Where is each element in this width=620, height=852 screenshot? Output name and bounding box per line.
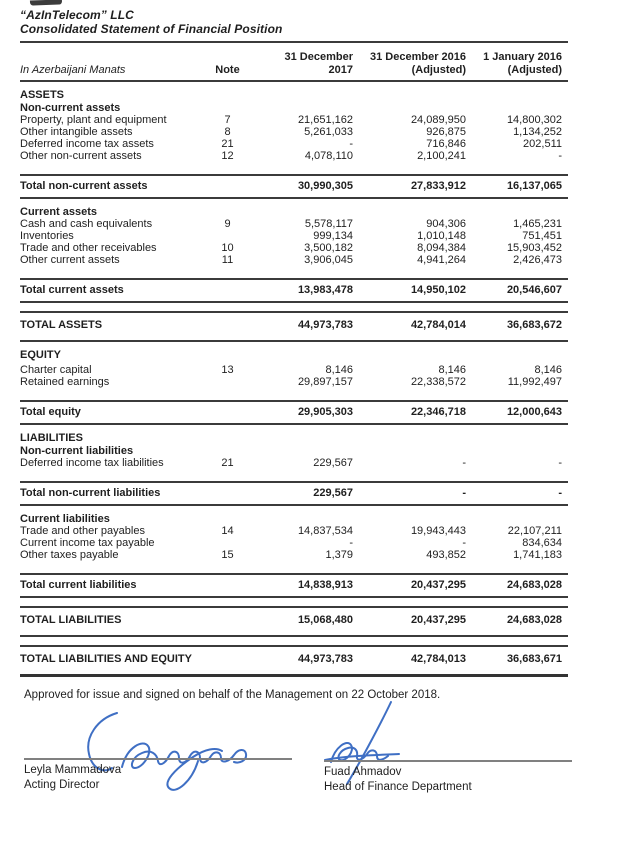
table-row — [20, 114, 568, 126]
row-value-2016: 493,852 — [426, 549, 466, 561]
table-row — [20, 361, 568, 376]
row-value-2017: 44,973,783 — [297, 653, 353, 665]
row-value-jan2016: 15,903,452 — [506, 242, 562, 254]
row-value-2016: - — [462, 457, 466, 469]
row-note — [205, 614, 250, 626]
table-row — [20, 376, 568, 388]
row-label: Total equity — [20, 406, 81, 418]
table-row — [20, 199, 568, 218]
row-label: Current assets — [20, 206, 98, 218]
row-value-2017: - — [349, 138, 353, 150]
signatory-name: Leyla Mammadova — [24, 764, 122, 776]
row-note — [205, 487, 250, 499]
row-value-2017 — [250, 349, 353, 361]
row-note: 13 — [221, 364, 234, 376]
row-value-jan2016: 24,683,028 — [506, 579, 562, 591]
signatory-title: Head of Finance Department — [324, 781, 472, 793]
row-label: TOTAL ASSETS — [20, 319, 103, 331]
table-row — [20, 573, 568, 598]
row-label: Charter capital — [20, 364, 92, 376]
row-label: TOTAL LIABILITIES AND EQUITY — [20, 653, 192, 665]
column-header-2016 — [353, 51, 466, 77]
approval-statement: Approved for issue and signed on behalf of the Management on 22 October 2018. — [24, 689, 441, 701]
signatory-name: Fuad Ahmadov — [324, 766, 402, 778]
table-row — [20, 311, 568, 342]
row-value-jan2016: 14,800,302 — [506, 114, 562, 126]
row-value-2016: 24,089,950 — [410, 114, 466, 126]
column-header-2017-line1: 31 December — [284, 51, 353, 63]
row-value-jan2016 — [466, 432, 568, 444]
table-row — [20, 400, 568, 425]
company-name: “AzInTelecom” LLC — [20, 8, 134, 22]
row-value-2016 — [353, 513, 466, 525]
row-note: 12 — [221, 150, 234, 162]
table-row — [20, 150, 568, 162]
row-value-jan2016: 1,741,183 — [513, 549, 562, 561]
row-value-2017: - — [349, 537, 353, 549]
table-rows — [20, 82, 568, 677]
row-value-jan2016 — [466, 206, 568, 218]
row-value-jan2016: 8,146 — [534, 364, 562, 376]
row-value-2016: 904,306 — [426, 218, 466, 230]
row-note — [205, 432, 250, 444]
row-note — [205, 89, 250, 101]
row-value-jan2016: 202,511 — [523, 138, 562, 150]
row-value-2017 — [250, 89, 353, 101]
row-value-2016 — [353, 102, 466, 114]
row-value-2016: 27,833,912 — [410, 180, 466, 192]
row-value-jan2016: 36,683,672 — [506, 319, 562, 331]
row-value-2017: 1,379 — [325, 549, 353, 561]
table-row — [20, 126, 568, 138]
row-value-2017: 4,078,110 — [304, 150, 353, 162]
signatory-right — [324, 760, 572, 795]
row-value-2016: 1,010,148 — [417, 230, 466, 242]
row-value-2017: 999,134 — [313, 230, 353, 242]
row-note — [205, 349, 250, 361]
column-header-jan2016-line1: 1 January 2016 — [483, 51, 562, 63]
table-row — [20, 218, 568, 230]
row-label: Non-current assets — [20, 102, 121, 114]
row-label: Deferred income tax liabilities — [20, 457, 164, 469]
row-value-2017: 3,906,045 — [304, 254, 353, 266]
row-value-2016: 8,094,384 — [417, 242, 466, 254]
row-value-jan2016 — [466, 102, 568, 114]
table-row — [20, 506, 568, 525]
row-label: Total current liabilities — [20, 579, 137, 591]
row-value-2016 — [353, 432, 466, 444]
row-value-jan2016: 1,134,252 — [513, 126, 562, 138]
row-value-2016: 926,875 — [426, 126, 466, 138]
row-note — [205, 376, 250, 388]
document-header — [20, 8, 568, 36]
row-value-2017: 229,567 — [313, 487, 353, 499]
row-label: Total non-current liabilities — [20, 487, 161, 499]
row-label: Non-current liabilities — [20, 445, 134, 457]
column-header-jan2016 — [466, 51, 568, 77]
row-label: Total non-current assets — [20, 180, 148, 192]
row-label: Other taxes payable — [20, 549, 119, 561]
row-label: EQUITY — [20, 349, 61, 361]
row-value-jan2016: 2,426,473 — [513, 254, 562, 266]
document-title: Consolidated Statement of Financial Position — [20, 22, 283, 36]
row-value-2016: 22,338,572 — [410, 376, 466, 388]
row-label: Other intangible assets — [20, 126, 133, 138]
row-value-2017: 14,838,913 — [297, 579, 353, 591]
row-label: Cash and cash equivalents — [20, 218, 153, 230]
row-note — [205, 230, 250, 242]
row-note — [205, 653, 250, 665]
row-note — [205, 206, 250, 218]
table-row — [20, 525, 568, 537]
table-row — [20, 342, 568, 361]
column-header-2017-line2: 2017 — [328, 64, 353, 76]
table-row — [20, 242, 568, 254]
row-value-jan2016: 36,683,671 — [506, 653, 562, 665]
row-value-2016 — [353, 206, 466, 218]
row-note — [205, 445, 250, 457]
row-note — [205, 513, 250, 525]
table-row — [20, 537, 568, 549]
row-value-jan2016: 834,634 — [522, 537, 562, 549]
title-divider — [20, 41, 568, 43]
row-label: LIABILITIES — [20, 432, 83, 444]
row-value-jan2016: - — [558, 457, 562, 469]
row-value-2017: 21,651,162 — [297, 114, 353, 126]
row-note — [205, 284, 250, 296]
signatory-left — [24, 758, 292, 793]
row-value-2016: - — [462, 487, 466, 499]
row-value-2016: 4,941,264 — [417, 254, 466, 266]
row-value-2016: 42,784,013 — [410, 653, 466, 665]
table-row — [20, 444, 568, 457]
row-value-jan2016: 16,137,065 — [506, 180, 562, 192]
row-value-2017: 29,897,157 — [297, 376, 353, 388]
row-note: 8 — [224, 126, 231, 138]
table-row — [20, 174, 568, 199]
row-value-2017: 229,567 — [313, 457, 353, 469]
row-value-2016: 14,950,102 — [410, 284, 466, 296]
row-value-2017: 29,905,303 — [297, 406, 353, 418]
table-row — [20, 82, 568, 101]
row-label: Trade and other receivables — [20, 242, 157, 254]
table-column-headers — [20, 51, 568, 82]
row-label: Retained earnings — [20, 376, 110, 388]
row-value-jan2016: 22,107,211 — [507, 525, 562, 537]
row-label: Current income tax payable — [20, 537, 155, 549]
row-value-jan2016: 1,465,231 — [513, 218, 562, 230]
table-row — [20, 606, 568, 637]
column-header-note: Note — [215, 64, 240, 76]
table-row — [20, 230, 568, 242]
row-value-2016: 19,943,443 — [410, 525, 466, 537]
row-label: ASSETS — [20, 89, 65, 101]
row-note: 14 — [221, 525, 234, 537]
row-value-2017: 3,500,182 — [304, 242, 353, 254]
row-label: TOTAL LIABILITIES — [20, 614, 122, 626]
column-header-2017 — [250, 51, 353, 77]
row-value-2016: - — [462, 537, 466, 549]
row-value-jan2016: 24,683,028 — [506, 614, 562, 626]
row-note: 21 — [221, 457, 234, 469]
column-header-jan2016-line2: (Adjusted) — [507, 64, 562, 76]
table-row — [20, 101, 568, 114]
row-note — [205, 579, 250, 591]
row-value-2017 — [250, 513, 353, 525]
row-value-2017: 8,146 — [325, 364, 353, 376]
row-value-2016: 42,784,014 — [410, 319, 466, 331]
row-value-2017 — [250, 206, 353, 218]
row-value-2016: 716,846 — [426, 138, 466, 150]
currency-unit-label: In Azerbaijani Manats — [20, 64, 126, 76]
table-row — [20, 138, 568, 150]
row-note — [205, 406, 250, 418]
row-value-2016: 2,100,241 — [417, 150, 466, 162]
table-row — [20, 457, 568, 469]
row-value-2017: 14,837,534 — [297, 525, 353, 537]
row-note: 15 — [221, 549, 234, 561]
row-label: Inventories — [20, 230, 74, 242]
row-value-2016 — [353, 349, 466, 361]
row-note: 21 — [221, 138, 234, 150]
row-label: Deferred income tax assets — [20, 138, 154, 150]
row-value-2016: 22,346,718 — [410, 406, 466, 418]
table-row — [20, 425, 568, 444]
row-value-jan2016: 12,000,643 — [506, 406, 562, 418]
row-value-jan2016 — [466, 349, 568, 361]
table-row — [20, 481, 568, 506]
column-header-2016-line1: 31 December 2016 — [369, 51, 466, 63]
row-label: Current liabilities — [20, 513, 110, 525]
table-row — [20, 645, 568, 677]
row-value-jan2016: - — [558, 487, 562, 499]
row-value-2017: 44,973,783 — [297, 319, 353, 331]
row-note — [205, 102, 250, 114]
row-value-2017: 5,578,117 — [304, 218, 353, 230]
row-note: 10 — [221, 242, 234, 254]
row-value-2017: 5,261,033 — [304, 126, 353, 138]
row-note — [205, 319, 250, 331]
row-value-2017: 13,983,478 — [297, 284, 353, 296]
signatory-title: Acting Director — [24, 779, 100, 791]
row-value-2016: 20,437,295 — [410, 614, 466, 626]
signature-footer — [0, 677, 620, 852]
row-value-2016: 20,437,295 — [410, 579, 466, 591]
row-value-jan2016 — [466, 513, 568, 525]
row-label: Property, plant and equipment — [20, 114, 167, 126]
row-value-jan2016: 20,546,607 — [506, 284, 562, 296]
table-row — [20, 254, 568, 266]
row-value-2017 — [250, 445, 353, 457]
row-label: Total current assets — [20, 284, 124, 296]
row-value-2017: 15,068,480 — [297, 614, 353, 626]
row-value-jan2016 — [466, 89, 568, 101]
row-value-2016: 8,146 — [438, 364, 466, 376]
row-value-2017 — [250, 102, 353, 114]
row-note: 7 — [224, 114, 231, 126]
column-header-2016-line2: (Adjusted) — [411, 64, 466, 76]
row-value-jan2016: - — [558, 150, 562, 162]
row-value-jan2016: 11,992,497 — [507, 376, 562, 388]
row-note — [205, 537, 250, 549]
table-row — [20, 278, 568, 303]
row-note — [205, 180, 250, 192]
row-value-2016 — [353, 445, 466, 457]
row-value-jan2016: 751,451 — [522, 230, 562, 242]
row-value-jan2016 — [466, 445, 568, 457]
row-value-2016 — [353, 89, 466, 101]
row-value-2017 — [250, 432, 353, 444]
row-label: Trade and other payables — [20, 525, 145, 537]
row-label: Other current assets — [20, 254, 120, 266]
row-label: Other non-current assets — [20, 150, 142, 162]
row-note: 11 — [221, 254, 234, 266]
row-value-2017: 30,990,305 — [297, 180, 353, 192]
row-note: 9 — [224, 218, 231, 230]
table-row — [20, 549, 568, 561]
